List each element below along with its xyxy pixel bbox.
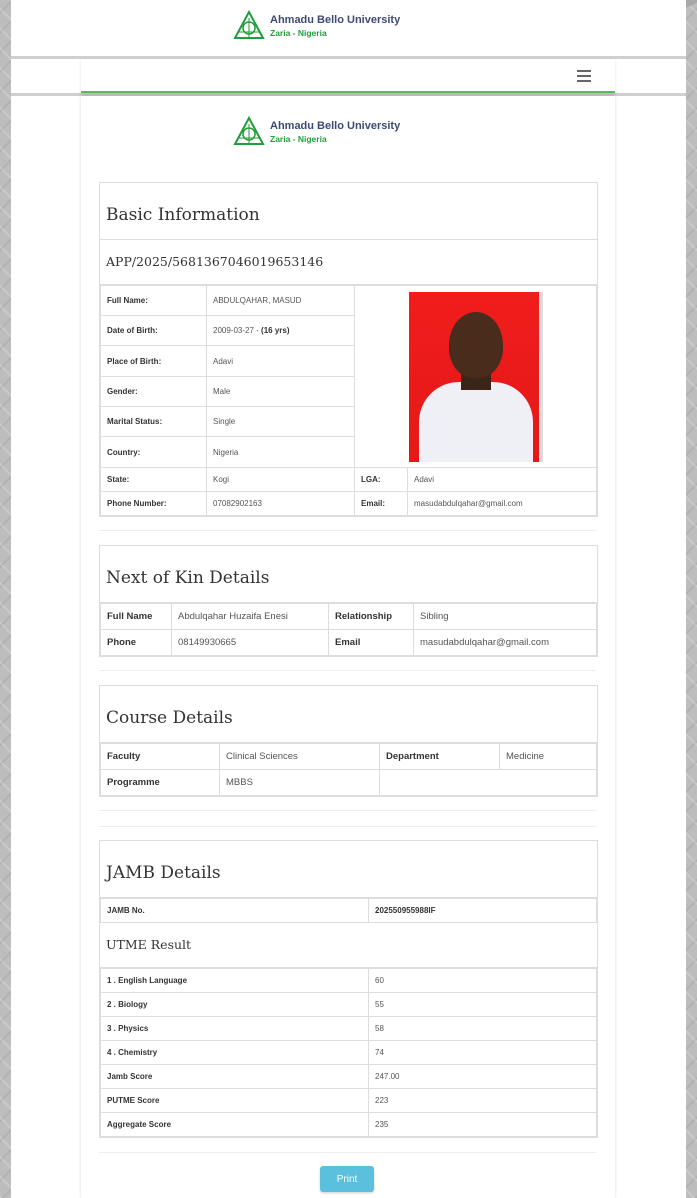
aggregate-score-label: Aggregate Score (101, 1113, 369, 1137)
navbar (11, 59, 686, 96)
putme-score-label: PUTME Score (101, 1089, 369, 1113)
top-header (11, 0, 686, 59)
applicant-photo (409, 292, 543, 462)
university-crest-icon (233, 10, 265, 42)
course-details-title: Course Details (100, 686, 597, 743)
country-value: Nigeria (207, 437, 355, 468)
jamb-no-label: JAMB No. (101, 899, 369, 923)
place-of-birth-value: Adavi (207, 346, 355, 377)
result-label: 3 . Physics (101, 1017, 369, 1041)
university-name: Ahmadu Bello University (270, 119, 401, 132)
kin-phone-label: Phone (101, 630, 172, 656)
result-value: 58 (369, 1017, 597, 1041)
email-label: Email: (355, 492, 408, 516)
programme-value: MBBS (220, 770, 380, 796)
divider (99, 1152, 596, 1153)
menu-icon[interactable] (577, 70, 591, 85)
header-logo[interactable] (233, 10, 400, 42)
marital-status-label: Marital Status: (101, 407, 207, 437)
divider (99, 810, 596, 811)
result-value: 60 (369, 969, 597, 993)
course-details-table (100, 743, 597, 796)
jamb-no-value: 202550955988IF (369, 899, 597, 923)
university-crest-icon (233, 116, 265, 148)
next-of-kin-title: Next of Kin Details (100, 546, 597, 603)
jamb-number-table (100, 898, 597, 923)
result-label: 4 . Chemistry (101, 1041, 369, 1065)
utme-result-table (100, 968, 597, 1137)
next-of-kin-table (100, 603, 597, 656)
photo-cell (355, 286, 597, 468)
divider (99, 530, 596, 531)
result-label: 1 . English Language (101, 969, 369, 993)
kin-email-value: masudabdulqahar@gmail.com (414, 630, 597, 656)
kin-email-label: Email (329, 630, 414, 656)
jamb-score-value: 247.00 (369, 1065, 597, 1089)
jamb-score-label: Jamb Score (101, 1065, 369, 1089)
place-of-birth-label: Place of Birth: (101, 346, 207, 377)
marital-status-value: Single (207, 407, 355, 437)
kin-name-value: Abdulqahar Huzaifa Enesi (172, 604, 329, 630)
kin-relationship-value: Sibling (414, 604, 597, 630)
content-logo (233, 116, 400, 148)
divider (99, 670, 596, 671)
phone-label: Phone Number: (101, 492, 207, 516)
basic-information-title: Basic Information (100, 183, 597, 240)
dob-label: Date of Birth: (101, 316, 207, 346)
gender-value: Male (207, 377, 355, 407)
state-value: Kogi (207, 468, 355, 492)
kin-relationship-label: Relationship (329, 604, 414, 630)
jamb-details-title: JAMB Details (100, 841, 597, 898)
faculty-label: Faculty (101, 744, 220, 770)
basic-info-table (100, 285, 597, 516)
utme-result-title: UTME Result (100, 923, 597, 968)
result-value: 74 (369, 1041, 597, 1065)
application-number: APP/2025/5681367046019653146 (100, 240, 597, 285)
empty-cell (380, 770, 597, 796)
main-content (81, 96, 615, 1198)
faculty-value: Clinical Sciences (220, 744, 380, 770)
jamb-details-panel (99, 840, 598, 1138)
gender-label: Gender: (101, 377, 207, 407)
dob-value: 2009-03-27 - (16 yrs) (207, 316, 355, 346)
page (11, 0, 686, 1198)
university-location: Zaria - Nigeria (270, 133, 327, 144)
full-name-value: ABDULQAHAR, MASUD (207, 286, 355, 316)
university-location: Zaria - Nigeria (270, 27, 327, 38)
aggregate-score-value: 235 (369, 1113, 597, 1137)
lga-label: LGA: (355, 468, 408, 492)
programme-label: Programme (101, 770, 220, 796)
putme-score-value: 223 (369, 1089, 597, 1113)
department-label: Department (380, 744, 500, 770)
kin-phone-value: 08149930665 (172, 630, 329, 656)
lga-value: Adavi (408, 468, 597, 492)
country-label: Country: (101, 437, 207, 468)
next-of-kin-panel (99, 545, 598, 657)
print-button[interactable]: Print (320, 1166, 374, 1192)
state-label: State: (101, 468, 207, 492)
kin-name-label: Full Name (101, 604, 172, 630)
divider (99, 826, 596, 827)
university-name: Ahmadu Bello University (270, 13, 401, 26)
full-name-label: Full Name: (101, 286, 207, 316)
basic-information-panel (99, 182, 598, 517)
course-details-panel (99, 685, 598, 797)
phone-value: 07082902163 (207, 492, 355, 516)
result-label: 2 . Biology (101, 993, 369, 1017)
result-value: 55 (369, 993, 597, 1017)
email-value: masudabdulqahar@gmail.com (408, 492, 597, 516)
department-value: Medicine (500, 744, 597, 770)
